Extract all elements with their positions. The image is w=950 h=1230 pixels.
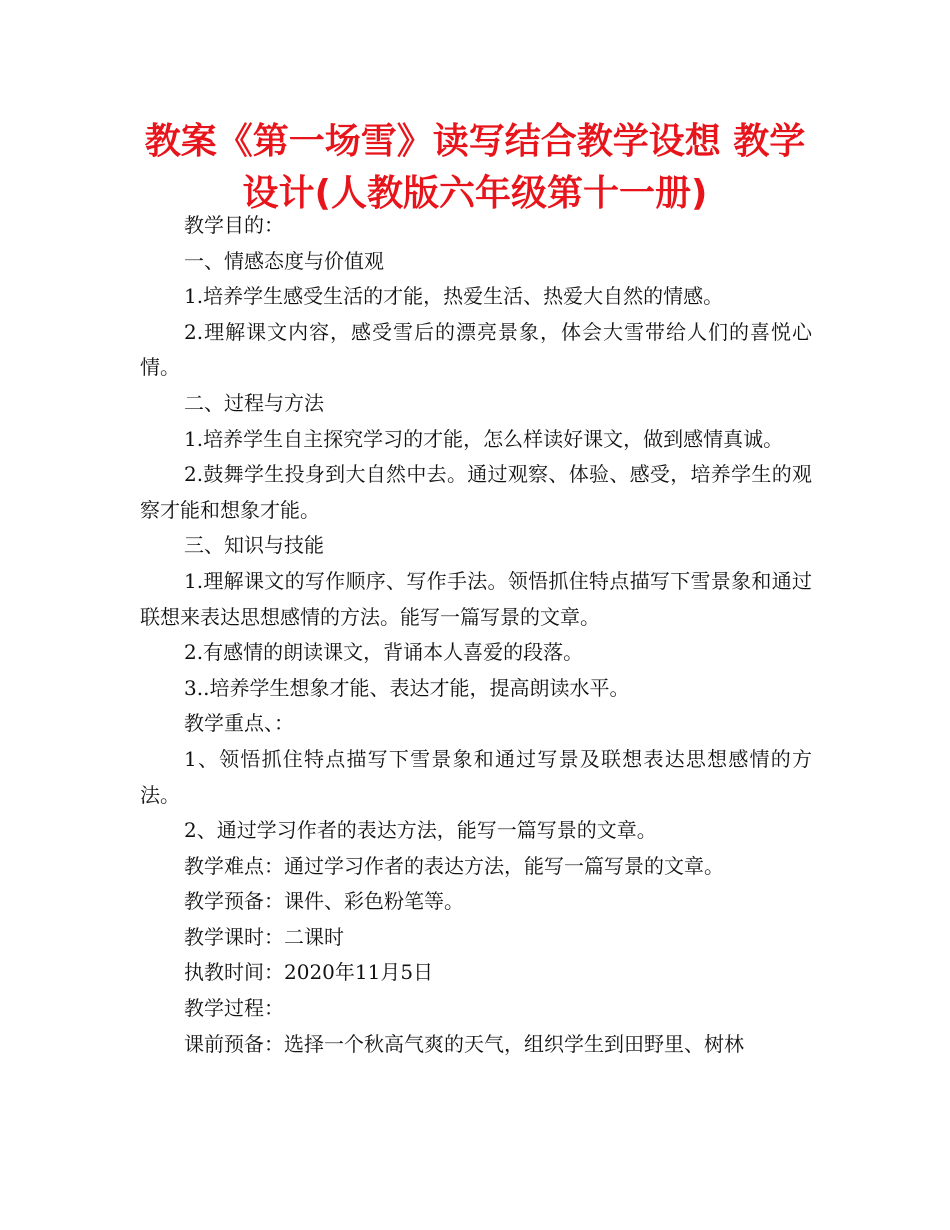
paragraph: 教学目的： — [184, 213, 284, 237]
paragraph: 教学课时：二课时 — [184, 924, 344, 949]
paragraph: 1.培养学生自主探究学习的才能，怎么样读好课文，做到感情真诚。 — [184, 426, 784, 451]
paragraph: 教学重点、： — [184, 711, 294, 736]
paragraph: 1、领悟抓住特点描写下雪景象和通过写景及联想表达思想感情的方法。 — [140, 746, 812, 807]
paragraph: 执教时间：2020年11月5日 — [184, 960, 434, 985]
paragraph: 3..培养学生想象才能、表达才能，提高朗读水平。 — [184, 675, 630, 700]
paragraph: 1.培养学生感受生活的才能，热爱生活、热爱大自然的情感。 — [184, 284, 724, 309]
paragraph: 2.有感情的朗读课文，背诵本人喜爱的段落。 — [184, 640, 584, 665]
paragraph: 2.鼓舞学生投身到大自然中去。通过观察、体验、感受，培养学生的观察才能和想象才能。 — [140, 462, 812, 522]
document-title: 教案《第一场雪》读写结合教学设想 教学设计(人教版六年级第十一册) — [144, 121, 806, 214]
paragraph: 2.理解课文内容，感受雪后的漂亮景象，体会大雪带给人们的喜悦心情。 — [140, 319, 812, 380]
paragraph: 教学预备：课件、彩色粉笔等。 — [184, 889, 464, 914]
document-body — [140, 208, 812, 1062]
paragraph: 课前预备：选择一个秋高气爽的天气，组织学生到田野里、树林 — [184, 1031, 744, 1056]
section-heading: 二、过程与方法 — [184, 390, 324, 415]
paragraph: 2、通过学习作者的表达方法，能写一篇写景的文章。 — [184, 818, 657, 843]
paragraph: 教学难点：通过学习作者的表达方法，能写一篇写景的文章。 — [184, 853, 724, 878]
paragraph: 教学过程： — [184, 996, 284, 1021]
paragraph: 1.理解课文的写作顺序、写作手法。领悟抓住特点描写下雪景象和通过联想来表达思想感情的方法。能写一篇写景的文章。 — [140, 568, 812, 629]
section-heading: 三、知识与技能 — [184, 533, 324, 558]
section-heading: 一、情感态度与价值观 — [184, 248, 384, 273]
